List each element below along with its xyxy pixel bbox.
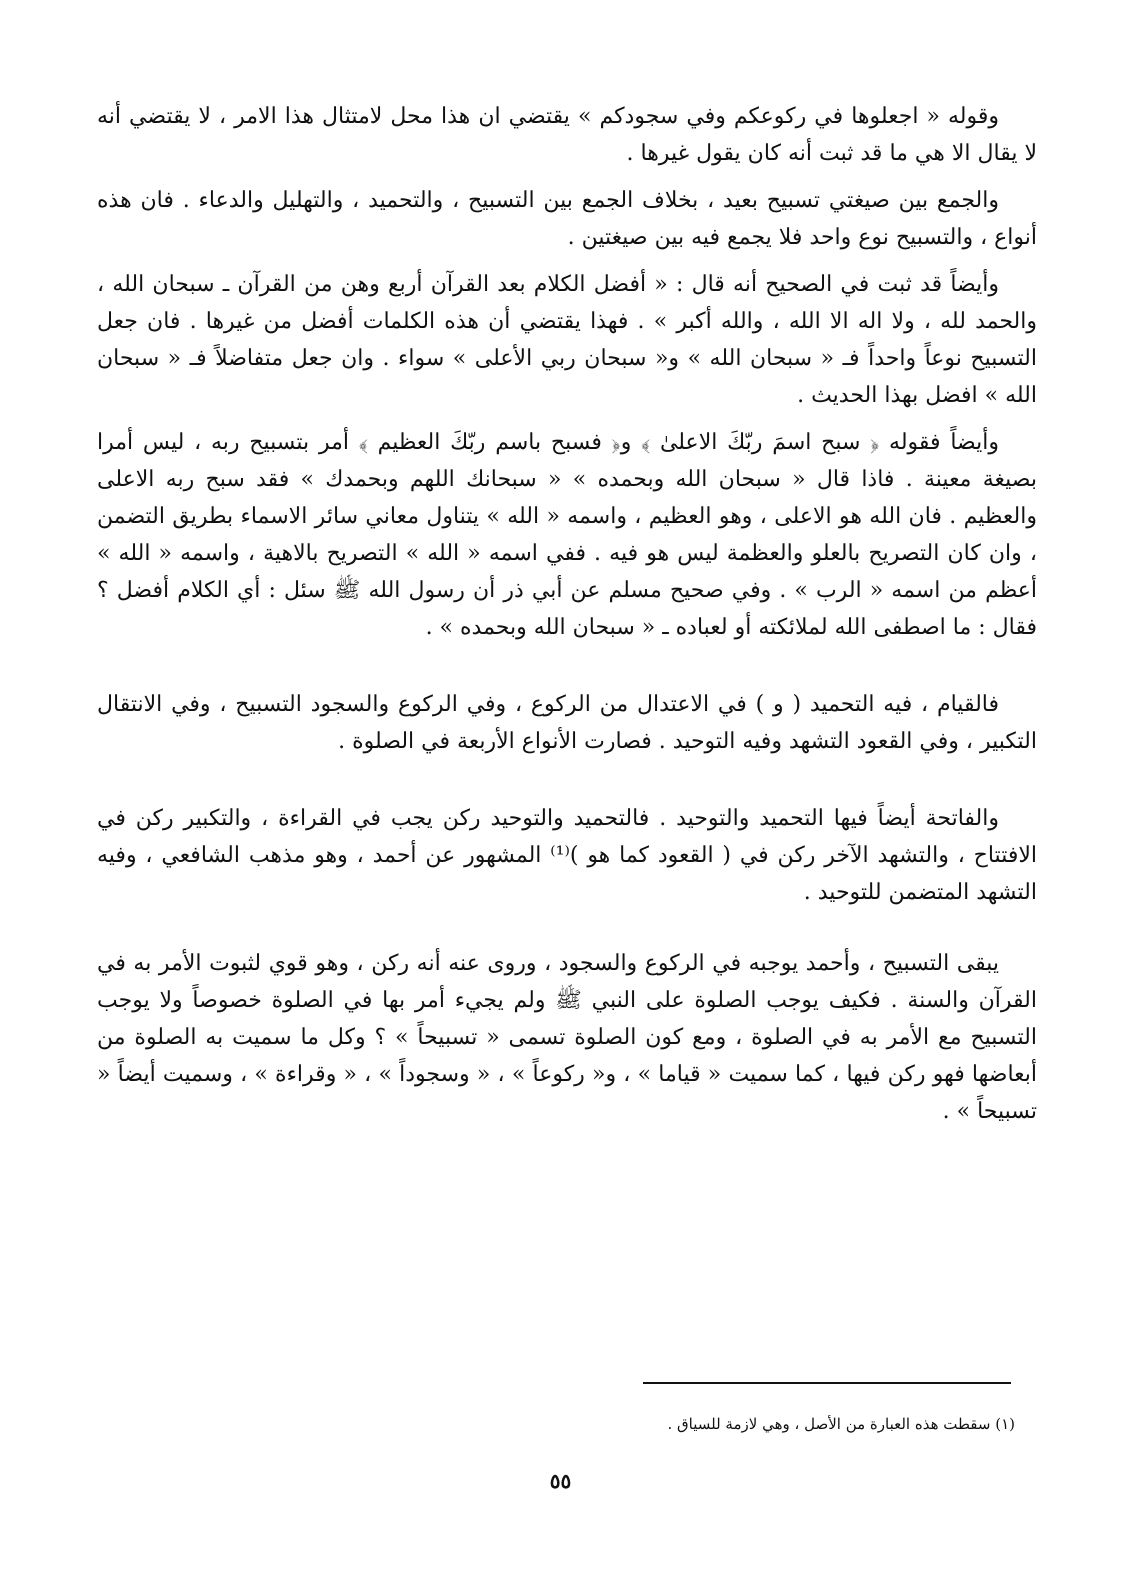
paragraph-6: والفاتحة أيضاً فيها التحميد والتوحيد . فالتحميد والتوحيد ركن يجب في القراءة ، والتكبير ركن في الافتتاح ، والتشهد الآخر ركن في ( القعود كما هو )⁽¹⁾ المشهور عن أحمد ، وهو مذهب الشافعي ، وفيه التشهد المتضمن للتوحيد . bbox=[97, 806, 1038, 905]
paragraph-7: يبقى التسبيح ، وأحمد يوجبه في الركوع والسجود ، وروى عنه أنه ركن ، وهو قوي لثبوت الأمر به في القرآن والسنة . فكيف يوجب الصلوة على النبي ﷺ ولم يجيء أمر بها في الصلوة خصوصاً ولا يوجب التسبيح مع الأمر به في الصلوة ، ومع كون الصلوة تسمى « تسبيحاً » ؟ وكل ما سميت به الصلوة من أبعاضها فهو ركن فيها ، كما سميت « قياما » ، و« ركوعاً » ، « وسجوداً » ، « وقراءة » ، وسميت أيضاً « تسبيحاً » . bbox=[97, 951, 1037, 1124]
page-number: ٥٥ bbox=[549, 1469, 572, 1493]
main-text bbox=[97, 98, 1037, 1130]
paragraph-5: فالقيام ، فيه التحميد ( و ) في الاعتدال من الركوع ، وفي الركوع والسجود التسبيح ، وفي الانتقال التكبير ، وفي القعود التشهد وفيه التوحيد . فصارت الأنواع الأربعة في الصلوة . bbox=[97, 692, 1037, 754]
footnote: (١) سقطت هذه العبارة من الأصل ، وهي لازمة للسياق . bbox=[667, 1415, 1015, 1433]
paragraph-4: وأيضاً فقوله ﴿ سبح اسمَ ربّكَ الاعلىٰ ﴾ و﴿ فسبح باسم ربّكَ العظيم ﴾ أمر بتسبيح ربه ، ليس أمرا بصيغة معينة . فاذا قال « سبحان الله وبحمده » « سبحانك اللهم وبحمدك » فقد سبح ربه الاعلى والعظيم . فان الله هو الاعلى ، وهو العظيم ، واسمه « الله » يتناول معاني سائر الاسماء بطريق التضمن ، وان كان التصريح بالعلو والعظمة ليس هو فيه . ففي اسمه « الله » التصريح بالاهية ، واسمه « الله » أعظم من اسمه « الرب » . وفي صحيح مسلم عن أبي ذر أن رسول الله ﷺ سئل : أي الكلام أفضل ؟ فقال : ما اصطفى الله لملائكته أو لعباده ـ « سبحان الله وبحمده » . bbox=[97, 430, 1038, 640]
paragraph-2: والجمع بين صيغتي تسبيح بعيد ، بخلاف الجمع بين التسبيح ، والتحميد ، والتهليل والدعاء . فان هذه أنواع ، والتسبيح نوع واحد فلا يجمع فيه بين صيغتين . bbox=[97, 188, 1037, 250]
footnote-divider bbox=[643, 1382, 1011, 1384]
paragraph-1: وقوله « اجعلوها في ركوعكم وفي سجودكم » يقتضي ان هذا محل لامتثال هذا الامر ، لا يقتضي أنه لا يقال الا هي ما قد ثبت أنه كان يقول غيرها . bbox=[97, 104, 1037, 166]
paragraph-3: وأيضاً قد ثبت في الصحيح أنه قال : « أفضل الكلام بعد القرآن أربع وهن من القرآن ـ سبحان الله ، والحمد لله ، ولا اله الا الله ، والله أكبر » . فهذا يقتضي أن هذه الكلمات أفضل من غيرها . فان جعل التسبيح نوعاً واحداً فـ « سبحان الله » و« سبحان ربي الأعلى » سواء . وان جعل متفاضلاً فـ « سبحان الله » افضل بهذا الحديث . bbox=[97, 272, 1037, 408]
